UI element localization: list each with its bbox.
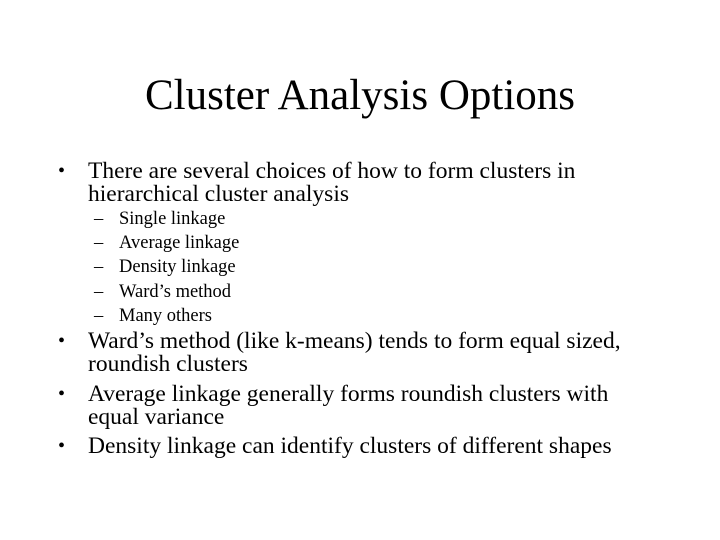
- bullet-item-average-linkage: [58, 383, 678, 429]
- sub-item-density-linkage: [94, 256, 494, 278]
- sub-item-average-linkage: [94, 232, 494, 254]
- sub-item-marker: –: [94, 209, 104, 229]
- bullet-marker: •: [58, 160, 66, 182]
- sub-item-many-others: [94, 305, 494, 327]
- sub-item-text: Single linkage: [119, 209, 226, 229]
- sub-item-wards-method: [94, 281, 494, 303]
- sub-item-marker: –: [94, 306, 104, 326]
- sub-item-marker: –: [94, 257, 104, 277]
- bullet-marker: •: [58, 435, 66, 457]
- bullet-text: Density linkage can identify clusters of different shapes: [88, 433, 612, 459]
- bullet-item-density-linkage: [58, 435, 678, 458]
- sub-item-text: Many others: [119, 306, 212, 326]
- bullet-text: Average linkage generally forms roundish clusters with equal variance: [88, 381, 609, 430]
- slide-title: Cluster Analysis Options: [144, 72, 576, 119]
- sub-item-marker: –: [94, 282, 104, 302]
- bullet-marker: •: [58, 383, 66, 405]
- bullet-item-wards-method: [58, 330, 678, 376]
- bullet-text: Ward’s method (like k-means) tends to form equal sized, roundish clusters: [88, 328, 621, 377]
- sub-item-single-linkage: [94, 208, 494, 230]
- bullet-item-choices: [58, 160, 678, 206]
- sub-item-text: Ward’s method: [119, 282, 232, 302]
- sub-item-text: Density linkage: [119, 257, 236, 277]
- bullet-marker: •: [58, 330, 66, 352]
- sub-item-marker: –: [94, 233, 104, 253]
- sub-item-text: Average linkage: [119, 233, 240, 253]
- bullet-text: There are several choices of how to form clusters in hierarchical cluster analysis: [88, 158, 576, 207]
